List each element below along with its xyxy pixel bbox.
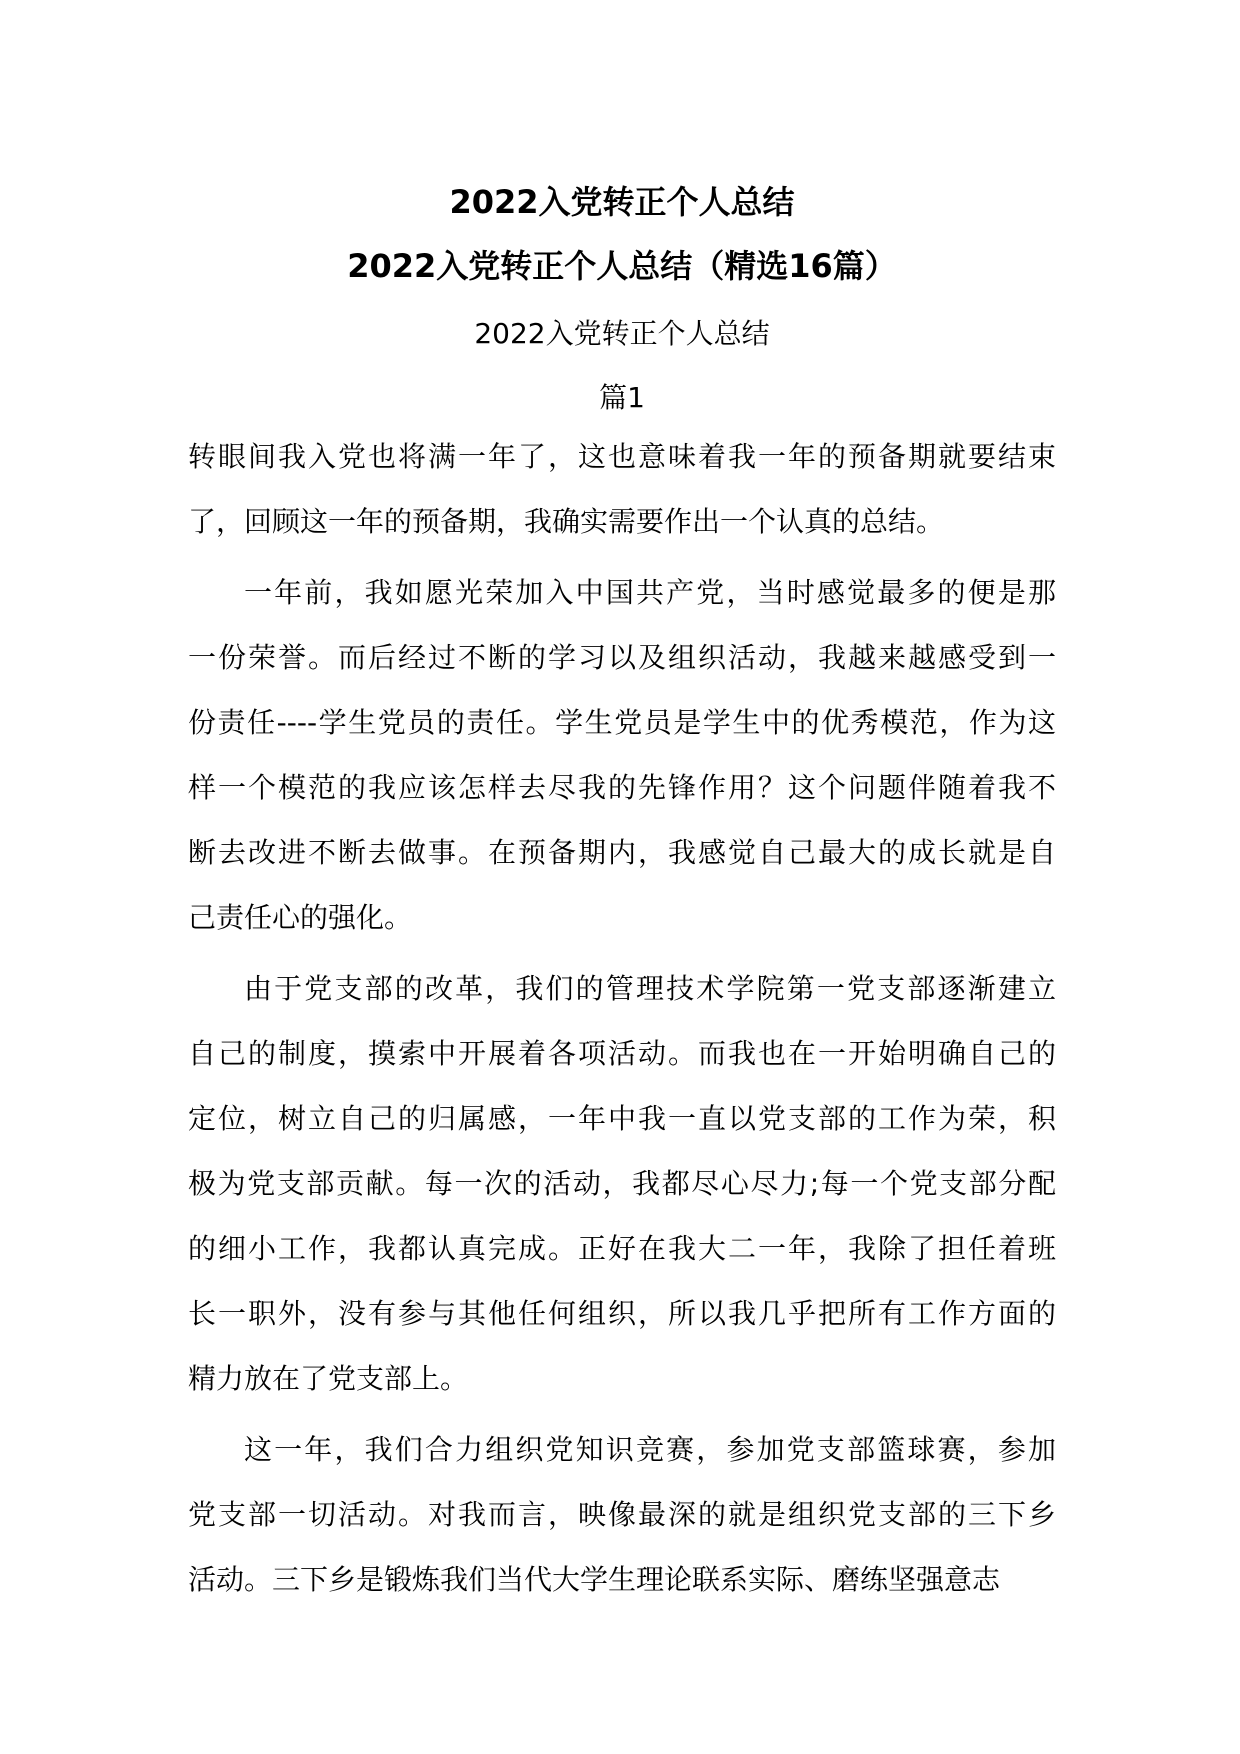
article-title: 2022入党转正个人总结	[474, 317, 770, 350]
body-paragraph	[188, 956, 1056, 1411]
section-label: 篇1	[599, 381, 645, 414]
paragraph-line: 这一年，我们合力组织党知识竞赛，参加党支部篮球赛，参加	[244, 1433, 1056, 1466]
paragraph-line: 长一职外，没有参与其他任何组织，所以我几乎把所有工作方面的	[188, 1297, 1056, 1330]
paragraph-line: 自己的制度，摸索中开展着各项活动。而我也在一开始明确自己的	[188, 1037, 1056, 1070]
document-page	[188, 170, 1056, 1618]
paragraph-line: 转眼间我入党也将满一年了，这也意味着我一年的预备期就要结束	[188, 440, 1056, 473]
body-paragraph	[188, 560, 1056, 950]
paragraph-line: 一年前，我如愿光荣加入中国共产党，当时感觉最多的便是那	[244, 576, 1056, 609]
paragraph-line: 定位，树立自己的归属感，一年中我一直以党支部的工作为荣，积	[188, 1102, 1056, 1135]
paragraph-line: 党支部一切活动。对我而言，映像最深的就是组织党支部的三下乡	[188, 1498, 1056, 1531]
body-paragraph	[188, 424, 1056, 554]
paragraph-line: 样一个模范的我应该怎样去尽我的先锋作用？这个问题伴随着我不	[188, 771, 1056, 804]
paragraph-line: 的细小工作，我都认真完成。正好在我大二一年，我除了担任着班	[188, 1232, 1056, 1265]
paragraph-line: 断去改进不断去做事。在预备期内，我感觉自己最大的成长就是自	[188, 836, 1056, 869]
paragraph-line: 份责任----学生党员的责任。学生党员是学生中的优秀模范，作为这	[188, 706, 1056, 739]
paragraph-line: 一份荣誉。而后经过不断的学习以及组织活动，我越来越感受到一	[188, 641, 1056, 674]
body-text	[188, 424, 1056, 1612]
paragraph-line: 己责任心的强化。	[188, 901, 413, 934]
collection-title: 2022入党转正个人总结（精选16篇）	[347, 247, 897, 285]
paragraph-line: 活动。三下乡是锻炼我们当代大学生理论联系实际、磨练坚强意志	[188, 1563, 1001, 1596]
paragraph-line: 由于党支部的改革，我们的管理技术学院第一党支部逐渐建立	[244, 972, 1056, 1005]
paragraph-line: 了，回顾这一年的预备期，我确实需要作出一个认真的总结。	[188, 505, 945, 538]
paragraph-line: 精力放在了党支部上。	[188, 1362, 469, 1395]
body-paragraph	[188, 1417, 1056, 1612]
paragraph-line: 极为党支部贡献。每一次的活动，我都尽心尽力;每一个党支部分配	[188, 1167, 1056, 1200]
document-title: 2022入党转正个人总结	[449, 183, 795, 221]
